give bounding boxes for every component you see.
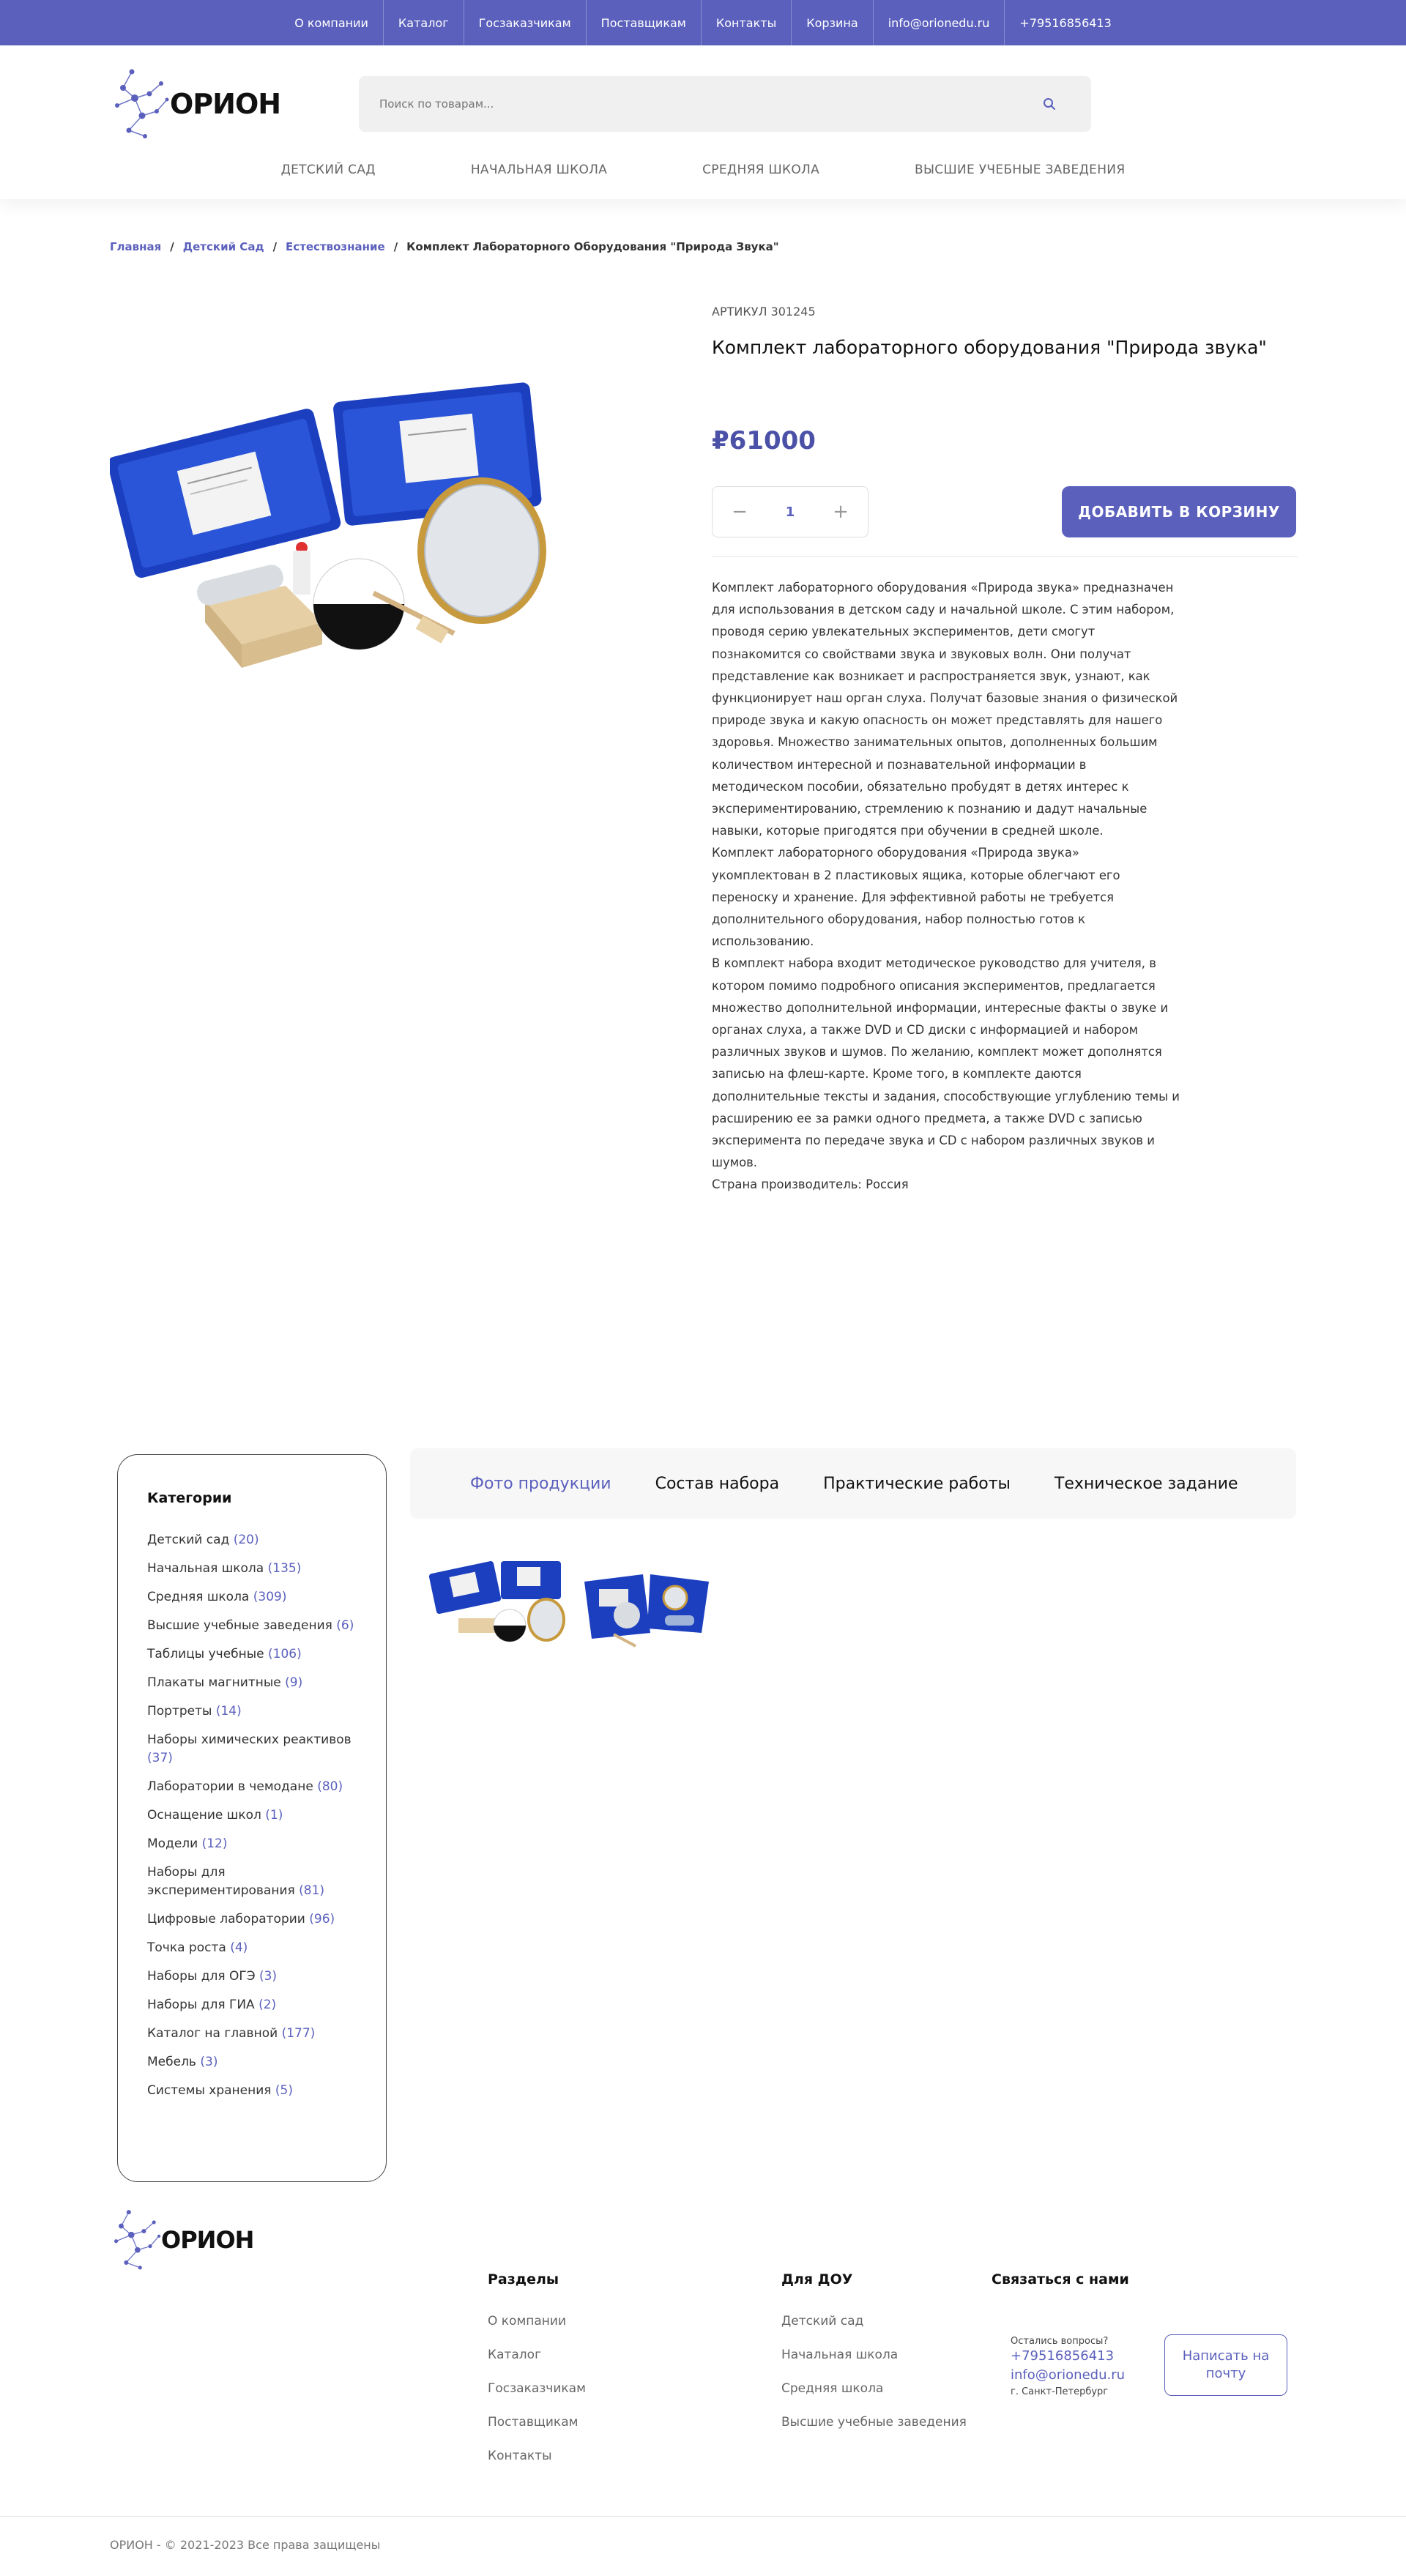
category-count: (20) [233, 1533, 259, 1547]
category-count: (6) [336, 1618, 354, 1633]
category-item[interactable] [147, 2082, 357, 2100]
category-label[interactable]: Каталог на главной [147, 2026, 278, 2041]
category-count: (2) [258, 1998, 277, 2012]
description-paragraph: Комплект лабораторного оборудования «Природа звука» укомплектован в 2 пластиковых ящика, которые облегчают его переноску и хранение. Для эффективной работы не требуется дополнительного оборудования, набор полностью готов к использованию. [712, 846, 1120, 949]
category-count: (135) [267, 1561, 302, 1576]
footer-link-kindergarten[interactable]: Детский сад [781, 2314, 864, 2329]
nav-higher-education[interactable]: ВЫСШИЕ УЧЕБНЫЕ ЗАВЕДЕНИЯ [915, 163, 1126, 177]
category-item[interactable] [147, 2053, 357, 2071]
category-item[interactable] [147, 1864, 357, 1900]
category-label[interactable]: Начальная школа [147, 1561, 264, 1576]
category-count: (106) [268, 1647, 302, 1661]
category-label[interactable]: Высшие учебные заведения [147, 1618, 332, 1633]
contact-city: г. Санкт-Петербург [1011, 2386, 1109, 2397]
breadcrumb [110, 240, 779, 253]
category-count: (80) [317, 1779, 343, 1794]
search-icon[interactable] [1043, 97, 1056, 111]
footer-logo-text: ОРИОН [161, 2226, 254, 2254]
category-label[interactable]: Оснащение школ [147, 1808, 261, 1823]
contact-box [1011, 2336, 1125, 2397]
product-price: ₽61000 [712, 426, 816, 455]
footer-logo[interactable] [110, 2208, 253, 2271]
contact-question: Остались вопросы? [1011, 2336, 1109, 2347]
category-count: (4) [230, 1940, 248, 1955]
contact-phone[interactable]: +79516856413 [1011, 2348, 1115, 2364]
category-count: (177) [281, 2026, 316, 2041]
product-thumbnail[interactable] [429, 1552, 568, 1655]
quantity-stepper [712, 486, 868, 537]
category-item[interactable] [147, 2025, 357, 2043]
product-description [712, 577, 1180, 1196]
footer-link-contacts[interactable]: Контакты [488, 2449, 552, 2463]
category-label[interactable]: Точка роста [147, 1940, 226, 1955]
main-nav [0, 163, 1406, 177]
category-label[interactable]: Плакаты магнитные [147, 1675, 281, 1690]
topbar-link-cart[interactable]: Корзина [792, 0, 873, 45]
tab-practical-works[interactable]: Практические работы [823, 1474, 1011, 1493]
description-paragraph: Страна производитель: Россия [712, 1177, 909, 1192]
divider [712, 556, 1298, 557]
footer-dou-column [781, 2271, 967, 2449]
tab-technical-spec[interactable]: Техническое задание [1054, 1474, 1238, 1493]
category-item[interactable] [147, 1674, 357, 1692]
sidebar-title: Категории [147, 1490, 232, 1506]
footer-contact-column [992, 2271, 1129, 2314]
topbar-link-phone[interactable]: +79516856413 [1019, 15, 1112, 30]
category-label[interactable]: Наборы для ГИА [147, 1998, 255, 2012]
category-label[interactable]: Портреты [147, 1704, 212, 1719]
contact-email[interactable]: info@orionedu.ru [1011, 2367, 1126, 2383]
category-item[interactable] [147, 1968, 357, 1986]
category-label[interactable]: Детский сад [147, 1533, 230, 1547]
description-paragraph: В комплект набора входит методическое руководство для учителя, в котором помимо подробного описания экспериментов, предлагается множество дополнительной информации, интересные факты о звуке и органах слуха, а также DVD и CD диски с информацией и набором различных звуков и шумов. По желанию, комплект может дополнятся записью на флеш-карте. Кроме того, в комплекте даются дополнительные тексты и задания, способствующие углублению темы и расширению ее за рамки одного предмета, а также DVD с записью эксперимента по передаче звука и CD с набором различных звуков и шумов. [712, 956, 1180, 1170]
category-label[interactable]: Модели [147, 1836, 198, 1851]
category-item[interactable] [147, 1617, 357, 1635]
nav-secondary-school[interactable]: СРЕДНЯЯ ШКОЛА [702, 163, 820, 177]
breadcrumb-natural-science[interactable]: Естествознание [286, 240, 385, 253]
footer-column-title: Связаться с нами [992, 2271, 1129, 2287]
category-label[interactable]: Наборы для ОГЭ [147, 1969, 256, 1984]
footer-link-gov[interactable]: Госзаказчикам [488, 2381, 586, 2396]
footer-link-primary-school[interactable]: Начальная школа [781, 2348, 899, 2362]
product-title: Комплект лабораторного оборудования "Природа звука" [712, 337, 1267, 358]
logo-text: ОРИОН [170, 88, 281, 120]
category-count: (96) [309, 1912, 335, 1927]
footer-divider [0, 2516, 1406, 2517]
category-label[interactable]: Цифровые лаборатории [147, 1912, 305, 1927]
footer-link-suppliers[interactable]: Поставщикам [488, 2415, 579, 2430]
footer-link-about[interactable]: О компании [488, 2314, 567, 2329]
breadcrumb-separator: / [170, 240, 174, 253]
category-item[interactable] [147, 1835, 357, 1853]
tab-photos[interactable]: Фото продукции [470, 1474, 611, 1493]
category-label[interactable]: Лаборатории в чемодане [147, 1779, 313, 1794]
category-label[interactable]: Мебель [147, 2055, 196, 2069]
category-count: (5) [275, 2083, 294, 2098]
add-to-cart-button[interactable]: ДОБАВИТЬ В КОРЗИНУ [1062, 486, 1296, 537]
category-item[interactable] [147, 1939, 357, 1957]
tab-kit-contents[interactable]: Состав набора [655, 1474, 780, 1493]
category-item[interactable] [147, 1806, 357, 1825]
category-count: (3) [258, 1969, 278, 1984]
category-label[interactable]: Наборы химических реактивов [147, 1732, 352, 1747]
category-label[interactable]: Системы хранения [147, 2083, 272, 2098]
product-thumbnail[interactable] [577, 1552, 716, 1655]
footer-column-title: Разделы [488, 2271, 559, 2287]
quantity-plus-button[interactable]: + [833, 501, 849, 523]
category-item[interactable] [147, 1996, 357, 2014]
quantity-value[interactable]: 1 [785, 504, 795, 520]
site-header [0, 45, 1406, 199]
breadcrumb-home[interactable]: Главная [110, 240, 162, 253]
category-label[interactable]: Наборы для экспериментирования [147, 1865, 295, 1898]
footer-column-title: Для ДОУ [781, 2271, 853, 2287]
topbar-link-about[interactable]: О компании [280, 0, 384, 45]
top-bar [0, 0, 1406, 45]
category-label[interactable]: Таблицы учебные [147, 1647, 264, 1661]
category-item[interactable] [147, 1588, 357, 1607]
description-paragraph: Комплект лабораторного оборудования «Природа звука» предназначен для использования в детском саду и начальной школе. С этим набором, проводя серию увлекательных экспериментов, дети смогут познакомится со свойствами звука и звуковых волн. Они получат представление как возникает и распространяется звук, узнают, как функционирует наш орган слуха. Получат базовые знания о физической природе звука и какую опасность он может представлять для нашего здоровья. Множество занимательных опытов, дополненных большим количеством интересной и познавательной информации в методическом пособии, обязательно пробудят в детях интерес к экспериментированию, стремлению к познанию и дадут начальные навыки, которые пригодятся при обучении в средней школе. [712, 581, 1178, 838]
site-logo[interactable] [110, 67, 280, 141]
constellation-logo-icon [110, 2208, 164, 2271]
topbar-link-suppliers[interactable]: Поставщикам [587, 0, 702, 45]
category-item[interactable] [147, 1702, 357, 1721]
nav-primary-school[interactable]: НАЧАЛЬНАЯ ШКОЛА [470, 163, 608, 177]
categories-sidebar [117, 1454, 387, 2182]
product-image[interactable] [110, 381, 557, 674]
constellation-logo-icon [110, 67, 173, 141]
footer-link-secondary-school[interactable]: Средняя школа [781, 2381, 884, 2396]
product-sku: АРТИКУЛ 301245 [712, 305, 816, 319]
category-count: (3) [200, 2055, 218, 2069]
copyright: ОРИОН - © 2021-2023 Все права защищены [110, 2538, 381, 2552]
category-count: (81) [299, 1883, 325, 1898]
breadcrumb-separator: / [272, 240, 278, 253]
breadcrumb-kindergarten[interactable]: Детский Сад [182, 240, 264, 253]
category-item[interactable] [147, 1531, 357, 1549]
category-item[interactable] [147, 1778, 357, 1796]
category-label[interactable]: Средняя школа [147, 1590, 250, 1604]
write-email-button[interactable]: Написать на почту [1164, 2334, 1287, 2396]
category-count: (12) [201, 1836, 228, 1851]
quantity-minus-button[interactable]: − [732, 501, 748, 523]
nav-kindergarten[interactable]: ДЕТСКИЙ САД [280, 163, 376, 177]
topbar-link-catalog[interactable]: Каталог [384, 0, 464, 45]
breadcrumb-current: Комплект Лабораторного Оборудования "Природа Звука" [406, 240, 779, 253]
category-item[interactable] [147, 1560, 357, 1578]
category-item[interactable] [147, 1731, 357, 1768]
footer-sections-column [488, 2271, 586, 2482]
category-item[interactable] [147, 1645, 357, 1664]
search-bar [359, 76, 1091, 132]
product-tabs [410, 1448, 1296, 1519]
category-item[interactable] [147, 1910, 357, 1929]
category-list [147, 1531, 357, 2100]
topbar-link-email[interactable]: info@orionedu.ru [874, 0, 1005, 45]
footer-link-catalog[interactable]: Каталог [488, 2348, 542, 2362]
topbar-link-gov[interactable]: Госзаказчикам [464, 0, 587, 45]
footer-link-higher-education[interactable]: Высшие учебные заведения [781, 2415, 967, 2430]
category-count: (9) [285, 1675, 303, 1690]
category-count: (1) [265, 1808, 283, 1823]
category-count: (309) [253, 1590, 287, 1604]
category-count: (37) [147, 1751, 173, 1765]
search-input[interactable] [379, 76, 1038, 132]
breadcrumb-separator: / [393, 240, 398, 253]
category-count: (14) [215, 1704, 242, 1719]
topbar-link-contacts[interactable]: Контакты [702, 0, 792, 45]
